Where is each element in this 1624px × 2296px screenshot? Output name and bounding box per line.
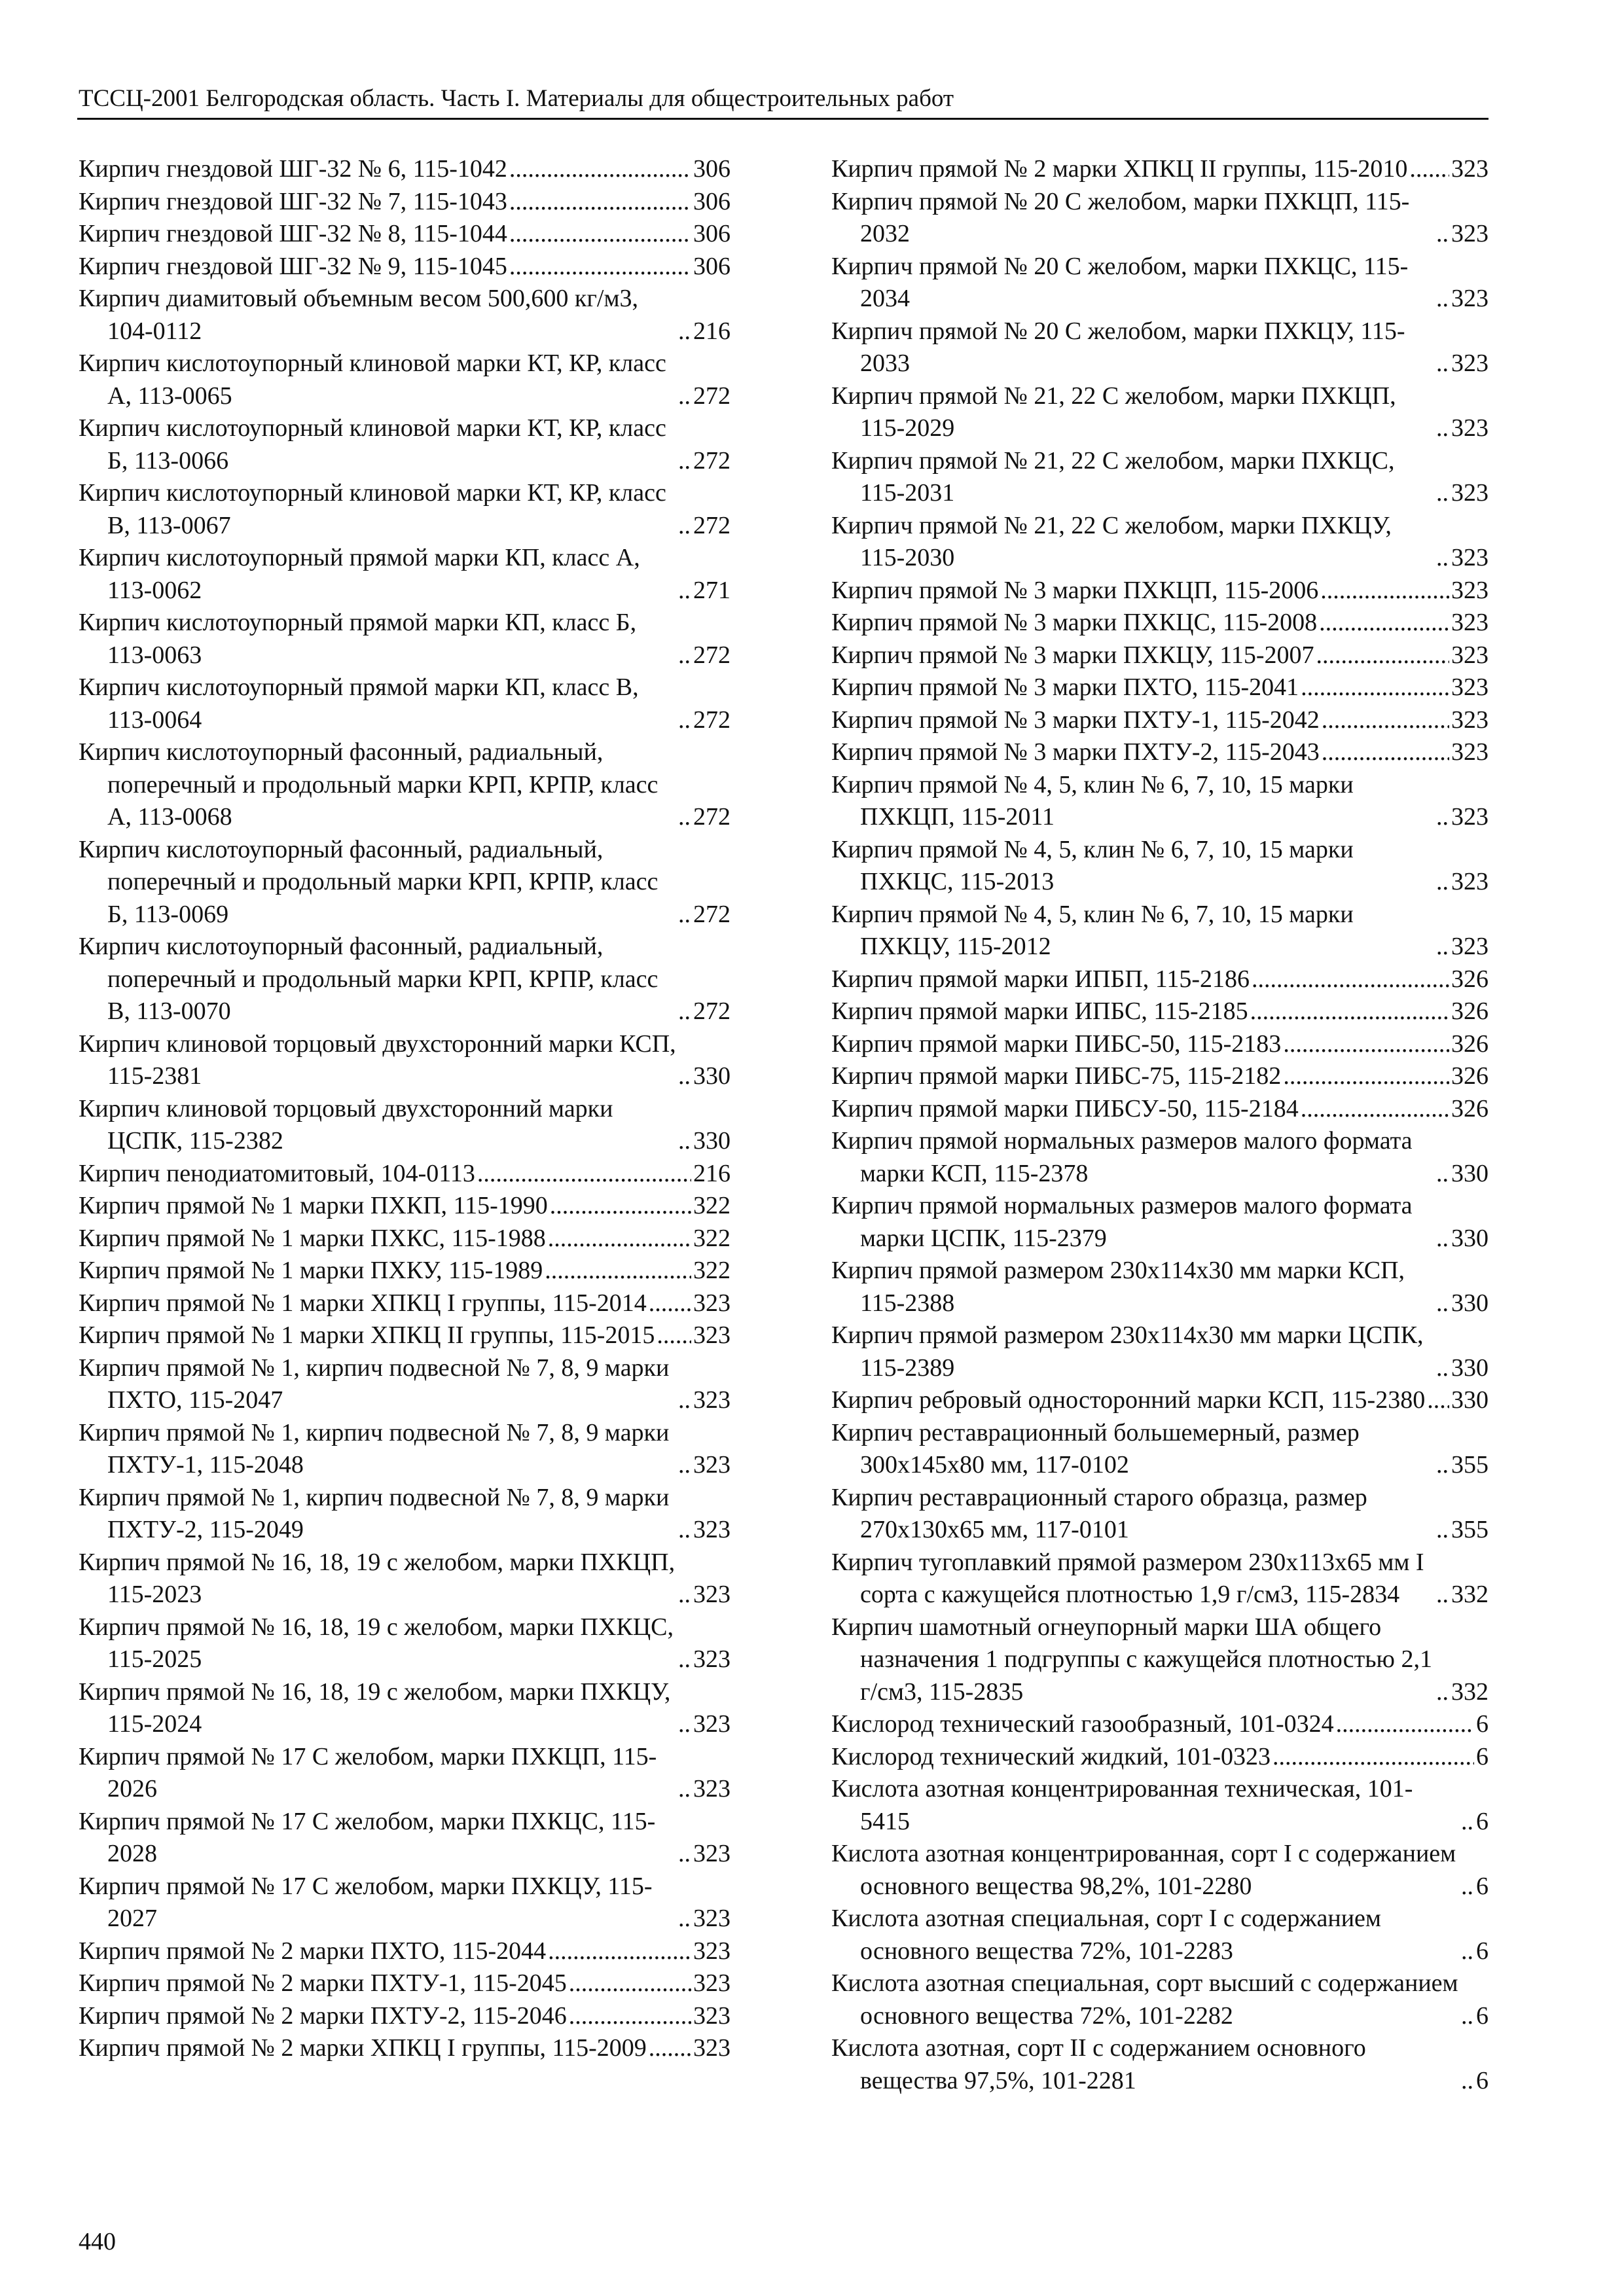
index-entry-text: Кирпич прямой № 3 марки ПХТУ-2, 115-2043 <box>831 738 1320 766</box>
index-entry <box>831 1384 1489 1417</box>
index-entry-text: Кирпич кислотоупорный фасонный, радиальный, поперечный и продольный марки КРП, КРПР, класс В, 113-0070 <box>79 933 659 1025</box>
index-entry <box>79 1093 731 1158</box>
index-entry-page: 326 <box>1451 965 1489 993</box>
index-entry-page: 216 <box>693 1159 731 1187</box>
index-entry <box>831 1903 1489 1967</box>
index-entry-page: 323 <box>693 1710 731 1738</box>
index-entry <box>831 639 1489 672</box>
index-entry-text: Кирпич прямой марки ПИБС-50, 115-2183 <box>831 1030 1282 1058</box>
index-entry-page: 323 <box>1451 673 1489 701</box>
index-entry-text: Кирпич прямой № 21, 22 С желобом, марки ПХКЦП, 115-2029 <box>831 382 1396 442</box>
index-entry-page: 322 <box>693 1224 731 1252</box>
index-entry-text: Кирпич клиновой торцовый двухсторонний марки ЦСПК, 115-2382 <box>79 1094 613 1155</box>
dot-leader <box>1283 1060 1449 1093</box>
index-entry-text: Кирпич прямой № 20 С желобом, марки ПХКЦС, 115-2034 <box>831 252 1409 312</box>
index-entry-text: Кирпич прямой № 21, 22 С желобом, марки ПХКЦУ, 115-2030 <box>831 511 1392 571</box>
dot-leader <box>678 899 691 931</box>
index-entry-text: Кирпич реставрационный большемерный, размер 300x145x80 мм, 117-0102 <box>831 1418 1360 1479</box>
dot-leader <box>678 1579 691 1611</box>
dot-leader <box>678 1643 691 1676</box>
dot-leader <box>678 1708 691 1741</box>
index-entry <box>831 607 1489 639</box>
index-entry-text: Кирпич диамитовый объемным весом 500,600 кг/м3, 104-0112 <box>79 285 639 345</box>
index-entry <box>79 1741 731 1806</box>
dot-leader <box>1427 1384 1449 1417</box>
dot-leader <box>678 1838 691 1871</box>
index-entry <box>831 575 1489 607</box>
index-entry-text: Кирпич ребровый односторонний марки КСП, 115-2380 <box>831 1386 1426 1414</box>
index-entry <box>831 1190 1489 1255</box>
index-entry-text: Кирпич прямой № 16, 18, 19 с желобом, марки ПХКЦУ, 115-2024 <box>79 1677 671 1738</box>
index-entry-page: 6 <box>1476 1710 1489 1738</box>
dot-leader <box>550 1190 691 1223</box>
dot-leader <box>1436 801 1449 834</box>
index-entry-text: Кирпич прямой № 1 марки ХПКЦ II группы, 115-2015 <box>79 1321 655 1349</box>
dot-leader <box>1461 2065 1474 2098</box>
dot-leader <box>1252 963 1449 996</box>
index-entry-text: Кирпич прямой № 2 марки ХПКЦ I группы, 115-2009 <box>79 2034 647 2062</box>
index-entry <box>831 996 1489 1028</box>
index-entry <box>831 1482 1489 1547</box>
index-entry-page: 355 <box>1451 1451 1489 1479</box>
index-entry-page: 272 <box>693 446 731 475</box>
index-entry <box>79 1255 731 1287</box>
dot-leader <box>1436 931 1449 963</box>
index-entry-page: 323 <box>693 1969 731 1997</box>
index-entry-text: Кирпич клиновой торцовый двухсторонний марки КСП, 115-2381 <box>79 1030 676 1090</box>
dot-leader <box>1461 1871 1474 1903</box>
index-entry-page: 323 <box>1451 285 1489 312</box>
dot-leader <box>678 575 691 607</box>
index-entry-text: Кирпич прямой № 3 марки ПХКЦП, 115-2006 <box>831 576 1319 604</box>
dot-leader <box>1316 639 1450 672</box>
index-entry <box>831 899 1489 963</box>
index-entry-page: 323 <box>693 1645 731 1673</box>
index-entry-page: 330 <box>1451 1224 1489 1252</box>
index-entry-page: 272 <box>693 382 731 410</box>
index-entry-text: Кирпич прямой размером 230x114x30 мм марки ЦСПК, 115-2389 <box>831 1321 1424 1382</box>
index-entry-text: Кирпич пенодиатомитовый, 104-0113 <box>79 1159 475 1187</box>
index-entry <box>831 510 1489 575</box>
dot-leader <box>1436 477 1449 510</box>
index-entry-page: 323 <box>693 2034 731 2062</box>
dot-leader <box>1436 1579 1449 1611</box>
dot-leader <box>1336 1708 1474 1741</box>
index-entry <box>831 769 1489 834</box>
dot-leader <box>1283 1028 1449 1061</box>
dot-leader <box>1436 1514 1449 1547</box>
index-entry-page: 332 <box>1451 1677 1489 1706</box>
index-entry-text: Кирпич прямой № 1, кирпич подвесной № 7, 8, 9 марки ПХТУ-1, 115-2048 <box>79 1418 670 1479</box>
index-column-left <box>79 153 731 2065</box>
index-entry-page: 6 <box>1476 1807 1489 1835</box>
index-entry-text: Кирпич кислотоупорный прямой марки КП, класс А, 113-0062 <box>79 544 640 604</box>
index-entry <box>79 153 731 186</box>
index-entry <box>831 1611 1489 1709</box>
index-entry-text: Кирпич шамотный огнеупорный марки ША общего назначения 1 подгруппы с кажущейся плотностью 2,1 г/см3, 115-2835 <box>831 1613 1432 1706</box>
dot-leader <box>1436 866 1449 899</box>
index-entry-text: Кислота азотная специальная, сорт I с содержанием основного вещества 72%, 101-2283 <box>831 1905 1381 1965</box>
index-entry <box>831 153 1489 186</box>
index-entry-page: 323 <box>1451 738 1489 766</box>
index-entry-page: 306 <box>693 252 731 280</box>
index-entry-page: 330 <box>693 1127 731 1155</box>
running-header: ТССЦ-2001 Белгородская область. Часть I. Материалы для общестроительных работ <box>79 85 954 112</box>
index-entry <box>79 1611 731 1676</box>
dot-leader <box>678 639 691 672</box>
index-entry-page: 326 <box>1451 997 1489 1025</box>
index-entry-page: 6 <box>1476 1872 1489 1900</box>
index-entry <box>79 1935 731 1968</box>
index-entry-text: Кирпич прямой № 1 марки ПХКУ, 115-1989 <box>79 1257 543 1284</box>
index-entry-page: 323 <box>1451 576 1489 604</box>
index-entry <box>79 1287 731 1320</box>
index-entry-page: 323 <box>693 1451 731 1479</box>
index-entry-page: 272 <box>693 803 731 831</box>
page-number: 440 <box>79 2228 116 2255</box>
dot-leader <box>657 1319 691 1352</box>
index-entry-page: 323 <box>1451 479 1489 507</box>
index-entry-text: Кислота азотная, сорт II с содержанием основного вещества 97,5%, 101-2281 <box>831 2034 1366 2094</box>
header-rule <box>77 118 1489 120</box>
index-entry <box>831 834 1489 899</box>
index-entry-page: 6 <box>1476 2001 1489 2030</box>
index-entry-page: 326 <box>1451 1030 1489 1058</box>
index-entry-text: Кирпич прямой № 1, кирпич подвесной № 7, 8, 9 марки ПХТО, 115-2047 <box>79 1354 670 1414</box>
dot-leader <box>569 1967 691 2000</box>
index-entry-text: Кирпич тугоплавкий прямой размером 230x113x65 мм I сорта с кажущейся плотностью 1,9 г/см3, 115-2834 <box>831 1548 1424 1608</box>
dot-leader <box>678 1449 691 1482</box>
index-entry <box>79 251 731 283</box>
index-entry <box>831 1319 1489 1384</box>
index-entry-page: 330 <box>1451 1386 1489 1414</box>
dot-leader <box>1436 283 1449 315</box>
index-entry-text: Кирпич прямой № 4, 5, клин № 6, 7, 10, 15 марки ПХКЦП, 115-2011 <box>831 770 1354 831</box>
index-entry-text: Кирпич кислотоупорный фасонный, радиальный, поперечный и продольный марки КРП, КРПР, класс Б, 113-0069 <box>79 835 659 928</box>
index-entry <box>79 1158 731 1191</box>
index-entry-text: Кирпич прямой № 17 С желобом, марки ПХКЦП, 115-2026 <box>79 1742 657 1803</box>
dot-leader <box>509 251 691 283</box>
index-entry-page: 323 <box>1451 706 1489 734</box>
dot-leader <box>1461 1806 1474 1839</box>
index-entry-page: 330 <box>693 1062 731 1090</box>
index-entry-page: 271 <box>693 576 731 604</box>
index-entry-text: Кирпич прямой № 17 С желобом, марки ПХКЦУ, 115-2027 <box>79 1872 653 1932</box>
dot-leader <box>1301 1093 1449 1126</box>
index-entry-text: Кирпич прямой № 1 марки ПХКП, 115-1990 <box>79 1192 548 1219</box>
index-entry <box>831 1741 1489 1774</box>
index-entry-text: Кирпич прямой № 1, кирпич подвесной № 7, 8, 9 марки ПХТУ-2, 115-2049 <box>79 1483 670 1543</box>
index-entry-page: 6 <box>1476 1937 1489 1965</box>
index-entry-page: 216 <box>693 317 731 345</box>
index-entry-text: Кирпич кислотоупорный клиновой марки КТ, КР, класс Б, 113-0066 <box>79 414 666 475</box>
dot-leader <box>1436 1449 1449 1482</box>
dot-leader <box>1461 1935 1474 1968</box>
index-entry-page: 355 <box>1451 1516 1489 1543</box>
index-entry-page: 323 <box>693 1386 731 1414</box>
index-entry-text: Кирпич прямой № 4, 5, клин № 6, 7, 10, 15 марки ПХКЦС, 115-2013 <box>831 835 1354 895</box>
index-entry-page: 323 <box>693 1516 731 1543</box>
index-entry <box>79 2032 731 2065</box>
index-entry-text: Кирпич прямой нормальных размеров малого формата марки КСП, 115-2378 <box>831 1127 1413 1187</box>
dot-leader <box>1272 1741 1474 1774</box>
index-entry-page: 323 <box>1451 544 1489 571</box>
index-entry-page: 272 <box>693 900 731 928</box>
index-entry-page: 323 <box>1451 868 1489 895</box>
index-entry-page: 326 <box>1451 1094 1489 1122</box>
index-entry-text: Кирпич прямой марки ИПБП, 115-2186 <box>831 965 1250 993</box>
index-entry <box>831 1838 1489 1903</box>
index-entry-text: Кирпич кислотоупорный клиновой марки КТ, КР, класс А, 113-0065 <box>79 350 666 410</box>
dot-leader <box>1436 1158 1449 1191</box>
dot-leader <box>678 1060 691 1093</box>
index-entry <box>831 1255 1489 1319</box>
index-entry-text: Кирпич кислотоупорный фасонный, радиальный, поперечный и продольный марки КРП, КРПР, класс А, 113-0068 <box>79 738 659 831</box>
index-entry <box>79 1190 731 1223</box>
index-entry-text: Кирпич прямой марки ПИБСУ-50, 115-2184 <box>831 1094 1299 1122</box>
index-entry-text: Кирпич прямой № 17 С желобом, марки ПХКЦС, 115-2028 <box>79 1807 656 1867</box>
dot-leader <box>678 445 691 478</box>
index-entry <box>79 1223 731 1255</box>
dot-leader <box>678 996 691 1028</box>
dot-leader <box>678 510 691 543</box>
index-entry-text: Кирпич гнездовой ШГ-32 № 7, 115-1043 <box>79 187 507 215</box>
index-entry-page: 272 <box>693 997 731 1025</box>
index-entry-text: Кислород технический жидкий, 101-0323 <box>831 1742 1271 1770</box>
dot-leader <box>1409 153 1449 186</box>
dot-leader <box>678 801 691 834</box>
dot-leader <box>1301 672 1449 704</box>
index-entry <box>831 186 1489 251</box>
dot-leader <box>1322 736 1449 769</box>
dot-leader <box>509 186 691 219</box>
index-entry <box>831 315 1489 380</box>
index-entry-page: 332 <box>1451 1581 1489 1608</box>
index-entry <box>79 1871 731 1935</box>
index-entry-text: Кислород технический газообразный, 101-0324 <box>831 1710 1334 1738</box>
index-entry-page: 323 <box>1451 414 1489 442</box>
index-entry-text: Кирпич прямой № 1 марки ПХКС, 115-1988 <box>79 1224 546 1252</box>
index-entry <box>831 1708 1489 1741</box>
index-entry <box>831 380 1489 445</box>
index-entry-text: Кирпич прямой № 1 марки ХПКЦ I группы, 115-2014 <box>79 1289 647 1317</box>
dot-leader <box>1436 542 1449 575</box>
dot-leader <box>678 704 691 737</box>
index-entry-text: Кирпич прямой № 4, 5, клин № 6, 7, 10, 15 марки ПХКЦУ, 115-2012 <box>831 900 1354 960</box>
index-entry <box>79 1028 731 1093</box>
index-entry-text: Кирпич прямой № 16, 18, 19 с желобом, марки ПХКЦП, 115-2023 <box>79 1548 676 1608</box>
dot-leader <box>509 153 691 186</box>
dot-leader <box>509 218 691 251</box>
index-entry-text: Кирпич прямой № 20 С желобом, марки ПХКЦУ, 115-2033 <box>831 317 1405 377</box>
dot-leader <box>1436 218 1449 251</box>
index-entry-page: 323 <box>1451 933 1489 960</box>
index-entry-page: 330 <box>1451 1354 1489 1382</box>
dot-leader <box>678 1125 691 1158</box>
index-entry <box>79 1319 731 1352</box>
index-entry <box>831 251 1489 315</box>
index-entry <box>79 1967 731 2000</box>
index-entry-page: 322 <box>693 1192 731 1219</box>
index-entry-text: Кирпич гнездовой ШГ-32 № 9, 115-1045 <box>79 252 507 280</box>
dot-leader <box>1250 996 1449 1028</box>
index-entry-text: Кирпич прямой размером 230x114x30 мм марки КСП, 115-2388 <box>831 1257 1405 1317</box>
index-entry-text: Кислота азотная специальная, сорт высший с содержанием основного вещества 72%, 101-2282 <box>831 1969 1458 2030</box>
index-entry-text: Кирпич прямой № 3 марки ПХТУ-1, 115-2042 <box>831 706 1320 734</box>
dot-leader <box>477 1158 691 1191</box>
index-entry-page: 323 <box>693 1905 731 1932</box>
index-entry <box>79 412 731 477</box>
dot-leader <box>1320 575 1449 607</box>
index-entry-text: Кирпич прямой № 2 марки ХПКЦ II группы, 115-2010 <box>831 155 1408 183</box>
index-entry <box>831 1547 1489 1611</box>
index-entry <box>79 542 731 607</box>
index-entry <box>79 834 731 931</box>
index-entry-page: 272 <box>693 641 731 669</box>
index-entry <box>79 736 731 834</box>
index-entry <box>79 2000 731 2033</box>
dot-leader <box>678 1903 691 1935</box>
index-entry-text: Кирпич прямой марки ПИБС-75, 115-2182 <box>831 1062 1282 1090</box>
index-entry-text: Кислота азотная концентрированная, сорт I с содержанием основного вещества 98,2%, 101-2280 <box>831 1840 1456 1900</box>
index-entry <box>79 477 731 542</box>
index-entry <box>831 445 1489 510</box>
index-entry-text: Кирпич прямой № 2 марки ПХТО, 115-2044 <box>79 1937 547 1965</box>
index-entry-page: 323 <box>1451 155 1489 183</box>
index-entry-page: 323 <box>693 1937 731 1965</box>
index-entry <box>831 736 1489 769</box>
dot-leader <box>1436 1223 1449 1255</box>
index-entry-page: 272 <box>693 706 731 734</box>
index-entry-text: Кирпич кислотоупорный клиновой марки КТ, КР, класс В, 113-0067 <box>79 479 666 539</box>
index-entry <box>79 1482 731 1547</box>
index-entry-page: 323 <box>1451 609 1489 636</box>
dot-leader <box>678 1514 691 1547</box>
index-entry-page: 326 <box>1451 1062 1489 1090</box>
dot-leader <box>678 380 691 413</box>
index-entry-text: Кирпич гнездовой ШГ-32 № 8, 115-1044 <box>79 220 507 247</box>
index-entry-text: Кирпич кислотоупорный прямой марки КП, класс Б, 113-0063 <box>79 609 637 669</box>
index-entry <box>831 1093 1489 1126</box>
index-entry <box>79 186 731 219</box>
index-entry <box>79 1676 731 1741</box>
index-entry-text: Кирпич прямой № 2 марки ПХТУ-2, 115-2046 <box>79 2001 567 2030</box>
dot-leader <box>678 315 691 348</box>
dot-leader <box>548 1223 691 1255</box>
dot-leader <box>649 1287 691 1320</box>
index-entry-page: 6 <box>1476 1742 1489 1770</box>
index-entry-text: Кирпич прямой № 3 марки ПХКЦУ, 115-2007 <box>831 641 1314 669</box>
index-entry <box>79 931 731 1028</box>
index-entry <box>79 348 731 412</box>
index-entry-text: Кирпич прямой № 2 марки ПХТУ-1, 115-2045 <box>79 1969 567 1997</box>
index-entry-page: 306 <box>693 220 731 247</box>
index-entry <box>79 607 731 672</box>
index-entry-text: Кирпич кислотоупорный прямой марки КП, класс В, 113-0064 <box>79 673 639 734</box>
dot-leader <box>1436 1676 1449 1709</box>
index-entry-page: 330 <box>1451 1159 1489 1187</box>
index-entry-page: 323 <box>693 2001 731 2030</box>
index-entry <box>831 1417 1489 1482</box>
dot-leader <box>569 2000 691 2033</box>
index-entry-page: 272 <box>693 511 731 539</box>
index-entry-page: 6 <box>1476 2066 1489 2094</box>
index-entry-text: Кирпич прямой № 3 марки ПХКЦС, 115-2008 <box>831 609 1318 636</box>
index-entry-text: Кислота азотная концентрированная техническая, 101-5415 <box>831 1775 1413 1835</box>
index-entry <box>831 1028 1489 1061</box>
index-entry-page: 323 <box>693 1581 731 1608</box>
dot-leader <box>548 1935 691 1968</box>
index-entry <box>831 2032 1489 2097</box>
index-entry <box>831 672 1489 704</box>
dot-leader <box>1436 1352 1449 1385</box>
index-entry-text: Кирпич гнездовой ШГ-32 № 6, 115-1042 <box>79 155 507 183</box>
index-entry-text: Кирпич прямой № 3 марки ПХТО, 115-2041 <box>831 673 1299 701</box>
index-entry <box>831 1773 1489 1838</box>
dot-leader <box>649 2032 691 2065</box>
dot-leader <box>1322 704 1449 737</box>
index-entry <box>831 1125 1489 1190</box>
index-entry-text: Кирпич прямой № 20 С желобом, марки ПХКЦП, 115-2032 <box>831 187 1410 247</box>
index-entry <box>79 283 731 348</box>
dot-leader <box>678 1384 691 1417</box>
index-entry <box>831 1967 1489 2032</box>
dot-leader <box>1319 607 1449 639</box>
index-entry <box>831 704 1489 737</box>
index-entry-text: Кирпич прямой № 16, 18, 19 с желобом, марки ПХКЦС, 115-2025 <box>79 1613 674 1673</box>
index-entry <box>79 1352 731 1417</box>
index-entry-page: 323 <box>1451 220 1489 247</box>
index-entry-page: 306 <box>693 187 731 215</box>
dot-leader <box>1436 1287 1449 1320</box>
index-entry-text: Кирпич прямой № 21, 22 С желобом, марки ПХКЦС, 115-2031 <box>831 446 1395 507</box>
index-entry-text: Кирпич прямой нормальных размеров малого формата марки ЦСПК, 115-2379 <box>831 1192 1413 1252</box>
index-entry <box>79 218 731 251</box>
index-entry-page: 306 <box>693 155 731 183</box>
index-entry-page: 323 <box>693 1840 731 1867</box>
index-entry <box>79 1547 731 1611</box>
dot-leader <box>545 1255 691 1287</box>
index-entry-page: 330 <box>1451 1289 1489 1317</box>
dot-leader <box>1461 2000 1474 2033</box>
index-entry <box>831 1060 1489 1093</box>
index-entry <box>79 672 731 736</box>
index-entry <box>831 963 1489 996</box>
dot-leader <box>1436 348 1449 380</box>
index-entry-text: Кирпич реставрационный старого образца, размер 270x130x65 мм, 117-0101 <box>831 1483 1367 1543</box>
index-entry-page: 323 <box>1451 641 1489 669</box>
dot-leader <box>678 1773 691 1806</box>
dot-leader <box>1436 412 1449 445</box>
index-entry-page: 323 <box>1451 803 1489 831</box>
index-entry-page: 323 <box>693 1775 731 1803</box>
index-entry <box>79 1806 731 1871</box>
index-entry <box>79 1417 731 1482</box>
index-entry-page: 323 <box>693 1321 731 1349</box>
index-entry-text: Кирпич прямой марки ИПБС, 115-2185 <box>831 997 1248 1025</box>
index-column-right <box>831 153 1489 2097</box>
index-entry-page: 323 <box>693 1289 731 1317</box>
index-entry-page: 322 <box>693 1257 731 1284</box>
index-entry-page: 323 <box>1451 350 1489 377</box>
